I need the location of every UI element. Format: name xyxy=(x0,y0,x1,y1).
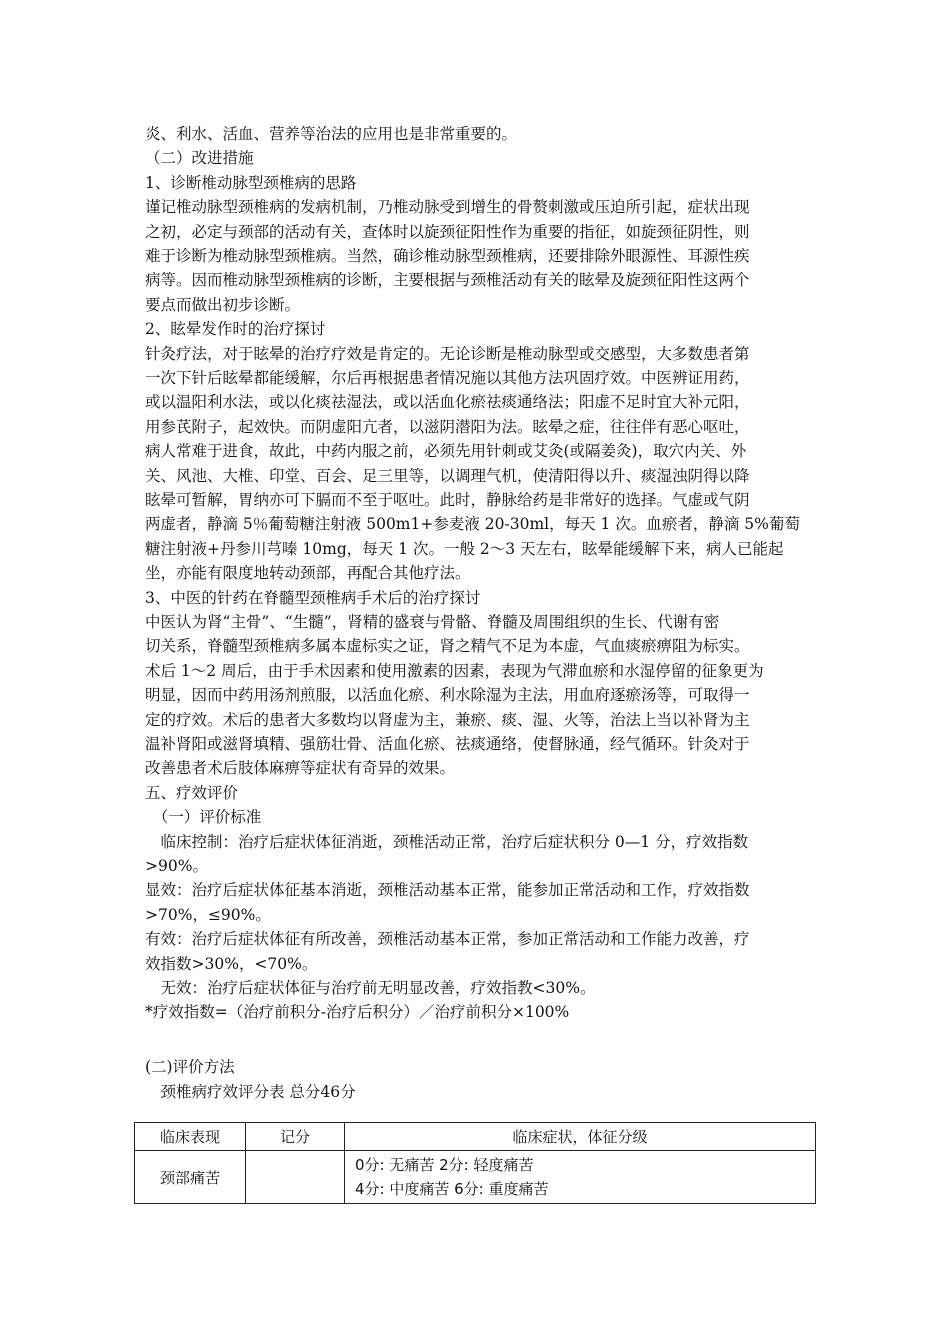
text-line: 临床控制：治疗后症状体征消逝，颈椎活动正常，治疗后症状积分 0—1 分，疗效指数 xyxy=(145,832,749,851)
text-line: 炎、利水、活血、营养等治法的应用也是非常重要的。 xyxy=(145,125,518,143)
text-line: >90%。 xyxy=(145,857,208,875)
text-line: >70%，≤90%。 xyxy=(145,905,271,924)
text-line: 1、诊断椎动脉型颈椎病的思路 xyxy=(145,173,357,192)
grade-line: 0分: 无痛苦 2分: 轻度痛苦 xyxy=(355,1156,534,1174)
text-line: 用参芪附子，起效快。而阴虚阳亢者，以滋阴潜阳为法。眩晕之症，往往伴有恶心呕吐， xyxy=(145,417,750,436)
text-line: 要点而做出初步诊断。 xyxy=(145,295,301,314)
text-line: *疗效指数=（治疗前积分-治疗后积分）／治疗前积分×100% xyxy=(145,1003,570,1022)
cell-grades xyxy=(345,1151,816,1204)
text-line: 显效：治疗后症状体征基本消逝，颈椎活动基本正常，能参加正常活动和工作，疗效指数 xyxy=(145,881,750,900)
table-row xyxy=(135,1151,816,1204)
text-line: 3、中医的针药在脊髓型颈椎病手术后的治疗探讨 xyxy=(145,588,481,607)
text-line: 颈椎病疗效评分表 总分46分 xyxy=(145,1082,356,1101)
text-line: 定的疗效。术后的患者大多数均以肾虚为主，兼瘀、痰、湿、火等，治法上当以补肾为主 xyxy=(145,710,750,729)
text-line: 眩晕可暂解，胃纳亦可下膈而不至于呕吐。此时，静脉给药是非常好的选择。气虚或气阴 xyxy=(145,491,750,509)
text-line: 无效：治疗后症状体征与治疗前无明显改善，疗效指教<30%。 xyxy=(145,979,596,997)
header-score: 记分 xyxy=(246,1123,345,1151)
text-line: （二）改进措施 xyxy=(145,149,254,168)
text-line: 或以温阳利水法，或以化痰祛湿法，或以活血化瘀祛痰通络法；阳虚不足时宜大补元阳， xyxy=(145,393,750,412)
text-line: 谨记椎动脉型颈椎病的发病机制，乃椎动脉受到增生的骨赘刺激或压迫所引起，症状出现 xyxy=(145,198,750,217)
text-line: 中医认为肾“主骨”、“生髓”，肾精的盛衰与骨骼、脊髓及周围组织的生长、代谢有密 xyxy=(145,613,720,631)
text-line: 关、风池、大椎、印堂、百会、足三里等，以调理气机，使清阳得以升、痰湿浊阴得以降 xyxy=(145,466,750,485)
text-line: 效指数>30%，<70%。 xyxy=(145,954,318,973)
text-line: 针灸疗法，对于眩晕的治疗疗效是肯定的。无论诊断是椎动脉型或交感型，大多数患者第 xyxy=(145,344,750,363)
text-line: 坐，亦能有限度地转动颈部，再配合其他疗法。 xyxy=(145,564,471,583)
text-line: 病人常难于进食，故此，中药内服之前，必须先用针刺或艾灸(或隔姜灸)，取穴内关、外 xyxy=(145,442,747,461)
text-line: 切关系，脊髓型颈椎病多属本虚标实之证，肾之精气不足为本虚，气血痰瘀痹阻为标实。 xyxy=(145,637,750,656)
text-line: 术后 1～2 周后，由于手术因素和使用激素的因素，表现为气滞血瘀和水湿停留的征象更为 xyxy=(145,661,764,680)
text-line: 有效：治疗后症状体征有所改善，颈椎活动基本正常，参加正常活动和工作能力改善，疗 xyxy=(145,930,750,949)
text-line: 五、疗效评价 xyxy=(145,783,239,802)
text-line: 病等。因而椎动脉型颈椎病的诊断，主要根据与颈椎活动有关的眩晕及旋颈征阳性这两个 xyxy=(145,271,750,290)
text-line: 两虚者，静滴 5％葡萄糖注射液 500m1+参麦液 20-30ml，每天 1 次。血瘀者，静滴 5%葡萄 xyxy=(145,515,800,534)
grade-line: 4分: 中度痛苦 6分: 重度痛苦 xyxy=(355,1180,549,1198)
cell-item: 颈部痛苦 xyxy=(135,1151,246,1204)
text-line: (二)评价方法 xyxy=(145,1058,235,1077)
text-line: 难于诊断为椎动脉型颈椎病。当然，确诊椎动脉型颈椎病，还要排除外眼源性、耳源性疾 xyxy=(145,247,750,265)
text-line: （一）评价标准 xyxy=(145,808,262,827)
cell-score xyxy=(246,1151,345,1204)
header-clinical: 临床表现 xyxy=(135,1123,246,1151)
header-grading: 临床症状，体征分级 xyxy=(345,1123,816,1151)
text-line: 之初，必定与颈部的活动有关，查体时以旋颈征阳性作为重要的指征，如旋颈征阴性，则 xyxy=(145,222,750,241)
text-line: 一次下针后眩晕都能缓解，尔后再根据患者情况施以其他方法巩固疗效。中医辨证用药， xyxy=(145,369,750,387)
table-header-row xyxy=(135,1123,816,1151)
text-line: 温补肾阳或滋肾填精、强筋壮骨、活血化瘀、祛痰通络，使督脉通，经气循环。针灸对于 xyxy=(145,735,750,753)
score-table xyxy=(134,1122,816,1204)
text-line: 改善患者术后肢体麻痹等症状有奇异的效果。 xyxy=(145,759,456,778)
text-line: 糖注射液+丹参川芎嗪 10mg，每天 1 次。一般 2～3 天左右，眩晕能缓解下来，病人已能起 xyxy=(145,539,784,558)
text-line: 2、眩晕发作时的治疗探讨 xyxy=(145,320,326,339)
text-line: 明显，因而中药用汤剂煎服，以活血化瘀、利水除湿为主法，用血府逐瘀汤等，可取得一 xyxy=(145,686,750,705)
